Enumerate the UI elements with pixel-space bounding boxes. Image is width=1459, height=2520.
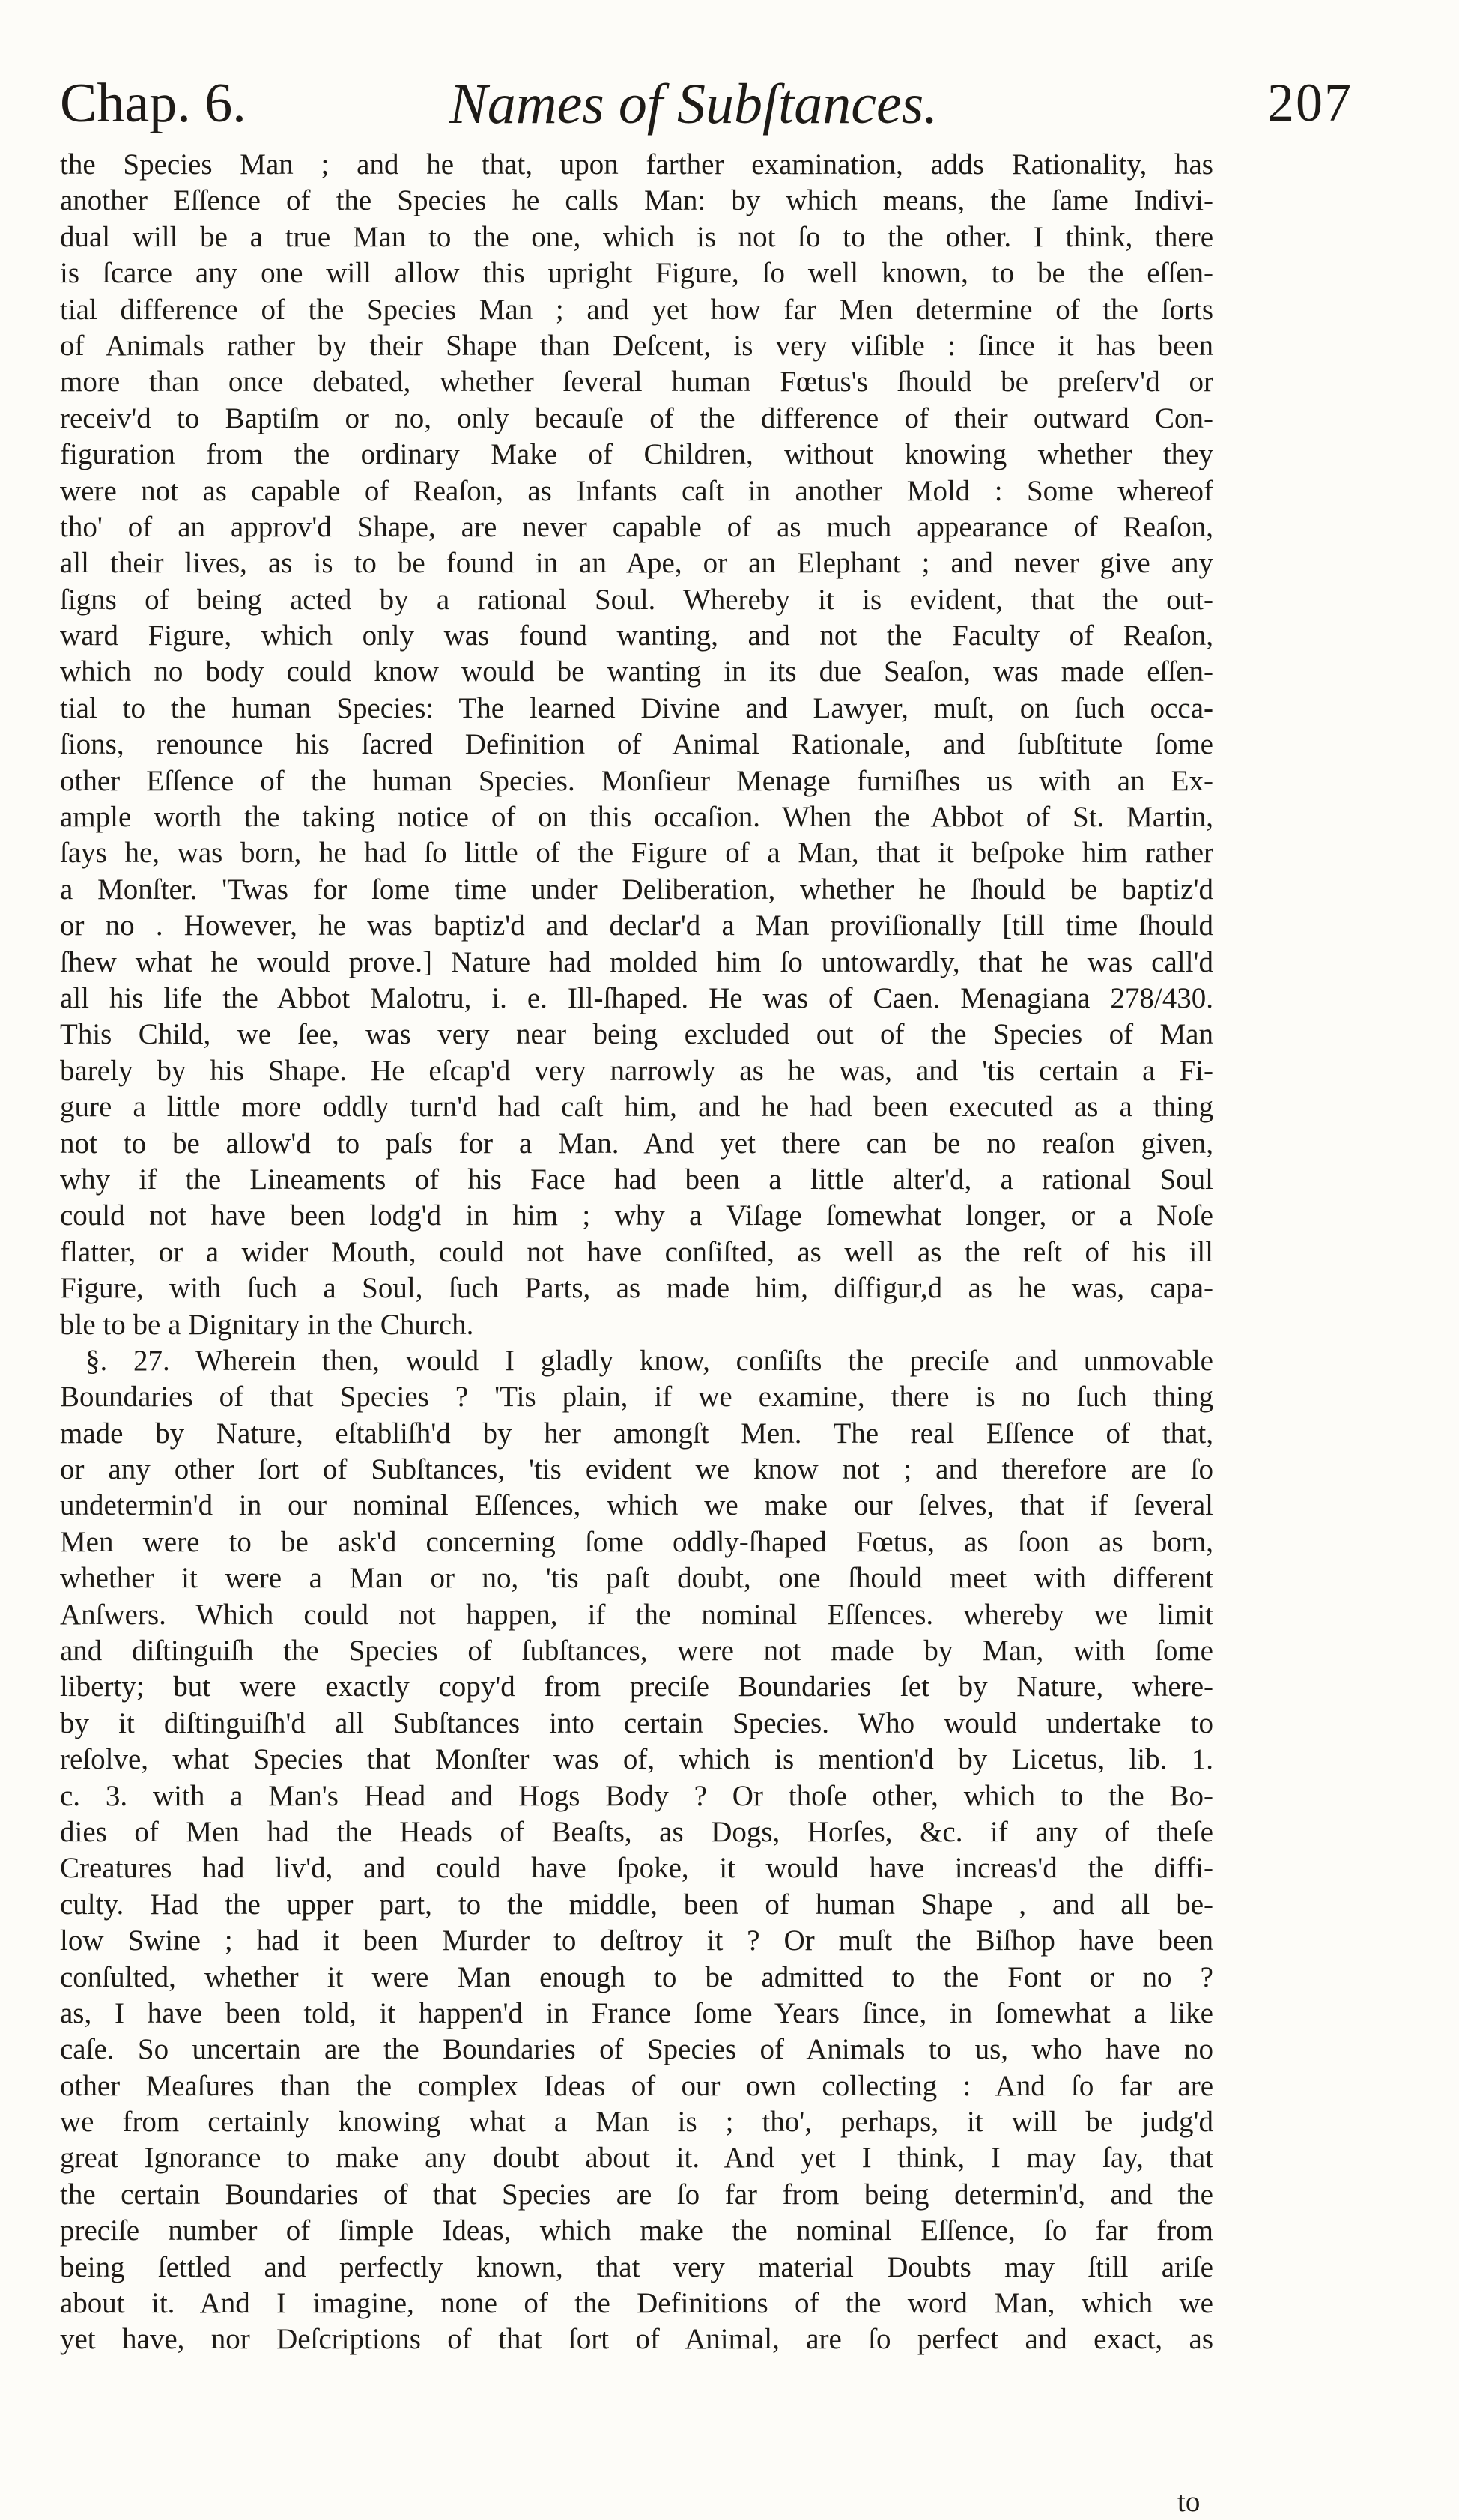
text-line: as, I have been told, it happen'd in France ſome Years ſince, in ſomewhat a like xyxy=(60,1996,1213,2029)
text-line: ward Figure, which only was found wanting, and not the Faculty of Reaſon, xyxy=(60,620,1213,652)
text-line: or no . However, he was baptiz'd and declar'd a Man proviſionally [till time ſhould xyxy=(60,909,1213,942)
text-line: culty. Had the upper part, to the middle, been of human Shape , and all be- xyxy=(60,1888,1213,1921)
page-title: Names of Subſtances. xyxy=(449,73,938,136)
text-line: about it. And I imagine, none of the Definitions of the word Man, which we xyxy=(60,2287,1213,2320)
text-line: and diſtinguiſh the Species of ſubſtances, were not made by Man, with ſome xyxy=(60,1635,1213,1668)
body-text xyxy=(60,147,1213,2358)
text-line: why if the Lineaments of his Face had been a little alter'd, a rational Soul xyxy=(60,1163,1213,1196)
text-line: not to be allow'd to paſs for a Man. And yet there can be no reaſon given, xyxy=(60,1127,1213,1160)
text-line: §. 27. Wherein then, would I gladly know, conſiſts the preciſe and unmovable xyxy=(85,1344,1213,1377)
text-line: tial to the human Species: The learned Divine and Lawyer, muſt, on ſuch occa- xyxy=(60,691,1213,724)
text-line: were not as capable of Reaſon, as Infants caſt in another Mold : Some whereof xyxy=(60,474,1213,507)
text-line: This Child, we ſee, was very near being excluded out of the Species of Man xyxy=(60,1018,1213,1051)
text-line: great Ignorance to make any doubt about it. And yet I think, I may ſay, that xyxy=(60,2142,1213,2175)
page-number: 207 xyxy=(1267,73,1353,133)
text-line: Boundaries of that Species ? 'Tis plain, if we examine, there is no ſuch thing xyxy=(60,1381,1213,1414)
text-line: all their lives, as is to be found in an Ape, or an Elephant ; and never give any xyxy=(60,547,1213,580)
running-header xyxy=(0,72,1459,154)
text-line: flatter, or a wider Mouth, could not have conſiſted, as well as the reſt of his ill xyxy=(60,1235,1213,1268)
text-line: Anſwers. Which could not happen, if the nominal Eſſences. whereby we limit xyxy=(60,1598,1213,1631)
text-line: we from certainly knowing what a Man is ; tho', perhaps, it will be judg'd xyxy=(60,2106,1213,2139)
text-line: the Species Man ; and he that, upon farther examination, adds Rationality, has xyxy=(60,148,1213,181)
text-line: ſions, renounce his ſacred Definition of Animal Rationale, and ſubſtitute ſome xyxy=(60,728,1213,761)
text-line: all his life the Abbot Malotru, i. e. Ill-ſhaped. He was of Caen. Menagiana 278/430. xyxy=(60,981,1213,1014)
text-line: dual will be a true Man to the one, which is not ſo to the other. I think, there xyxy=(60,220,1213,253)
text-line: which no body could know would be wanting in its due Seaſon, was made eſſen- xyxy=(60,655,1213,688)
text-line: tho' of an approv'd Shape, are never capable of as much appearance of Reaſon, xyxy=(60,510,1213,543)
text-line: ample worth the taking notice of on this occaſion. When the Abbot of St. Martin, xyxy=(60,801,1213,834)
text-line: is ſcarce any one will allow this upright Figure, ſo well known, to be the eſſen- xyxy=(60,257,1213,290)
text-line: the certain Boundaries of that Species are ſo far from being determin'd, and the xyxy=(60,2178,1213,2211)
text-line: made by Nature, eſtabliſh'd by her amongſt Men. The real Eſſence of that, xyxy=(60,1417,1213,1450)
text-line: low Swine ; had it been Murder to deſtroy it ? Or muſt the Biſhop have been xyxy=(60,1924,1213,1957)
text-line: receiv'd to Baptiſm or no, only becauſe of the difference of their outward Con- xyxy=(60,402,1213,434)
text-line: liberty; but were exactly copy'd from preciſe Boundaries ſet by Nature, where- xyxy=(60,1671,1213,1703)
text-line: ſhew what he would prove.] Nature had molded him ſo untowardly, that he was call'd xyxy=(60,945,1213,978)
chapter-heading: Chap. 6. xyxy=(60,73,246,134)
text-line: could not have been lodg'd in him ; why a Viſage ſomewhat longer, or a Noſe xyxy=(60,1199,1213,1232)
text-line: a Monſter. 'Twas for ſome time under Deliberation, whether he ſhould be baptiz'd xyxy=(60,873,1213,906)
text-line: ſays he, was born, he had ſo little of the Figure of a Man, that it beſpoke him rather xyxy=(60,837,1213,870)
text-line: c. 3. with a Man's Head and Hogs Body ? Or thoſe other, which to the Bo- xyxy=(60,1779,1213,1812)
text-line: preciſe number of ſimple Ideas, which make the nominal Eſſence, ſo far from xyxy=(60,2214,1213,2247)
text-line: reſolve, what Species that Monſter was of, which is mention'd by Licetus, lib. 1. xyxy=(60,1743,1213,1776)
text-line: other Eſſence of the human Species. Monſieur Menage furniſhes us with an Ex- xyxy=(60,764,1213,797)
text-line: gure a little more oddly turn'd had caſt him, and he had been executed as a thing xyxy=(60,1091,1213,1124)
text-line: of Animals rather by their Shape than Deſcent, is very viſible : ſince it has been xyxy=(60,329,1213,362)
text-line: dies of Men had the Heads of Beaſts, as Dogs, Horſes, &c. if any of theſe xyxy=(60,1815,1213,1848)
text-line: yet have, nor Deſcriptions of that ſort of Animal, are ſo perfect and exact, as xyxy=(60,2323,1213,2356)
text-line: undetermin'd in our nominal Eſſences, which we make our ſelves, that if ſeveral xyxy=(60,1489,1213,1522)
text-line: whether it were a Man or no, 'tis paſt doubt, one ſhould meet with different xyxy=(60,1562,1213,1595)
text-line: ſigns of being acted by a rational Soul. Whereby it is evident, that the out- xyxy=(60,583,1213,616)
text-line: another Eſſence of the Species he calls Man: by which means, the ſame Indivi- xyxy=(60,184,1213,217)
text-line: conſulted, whether it were Man enough to be admitted to the Font or no ? xyxy=(60,1960,1213,1993)
text-line: figuration from the ordinary Make of Children, without knowing whether they xyxy=(60,438,1213,471)
text-line: Men were to be ask'd concerning ſome oddly-ſhaped Fœtus, as ſoon as born, xyxy=(60,1525,1213,1558)
text-line: ble to be a Dignitary in the Church. xyxy=(60,1308,474,1341)
text-line: or any other ſort of Subſtances, 'tis evident we know not ; and therefore are ſo xyxy=(60,1453,1213,1486)
text-line: Creatures had liv'd, and could have ſpoke, it would have increas'd the diffi- xyxy=(60,1852,1213,1885)
catchword: to xyxy=(1177,2486,1201,2518)
text-line: barely by his Shape. He eſcap'd very narrowly as he was, and 'tis certain a Fi- xyxy=(60,1054,1213,1087)
text-line: more than once debated, whether ſeveral human Fœtus's ſhould be preſerv'd or xyxy=(60,366,1213,399)
text-line: Figure, with ſuch a Soul, ſuch Parts, as made him, diſfigur,d as he was, capa- xyxy=(60,1272,1213,1305)
text-line: by it diſtinguiſh'd all Subſtances into certain Species. Who would undertake to xyxy=(60,1706,1213,1739)
text-line: tial difference of the Species Man ; and yet how far Men determine of the ſorts xyxy=(60,293,1213,326)
text-line: being ſettled and perfectly known, that very material Doubts may ſtill ariſe xyxy=(60,2250,1213,2283)
text-line: other Meaſures than the complex Ideas of our own collecting : And ſo far are xyxy=(60,2069,1213,2102)
text-line: caſe. So uncertain are the Boundaries of Species of Animals to us, who have no xyxy=(60,2033,1213,2066)
